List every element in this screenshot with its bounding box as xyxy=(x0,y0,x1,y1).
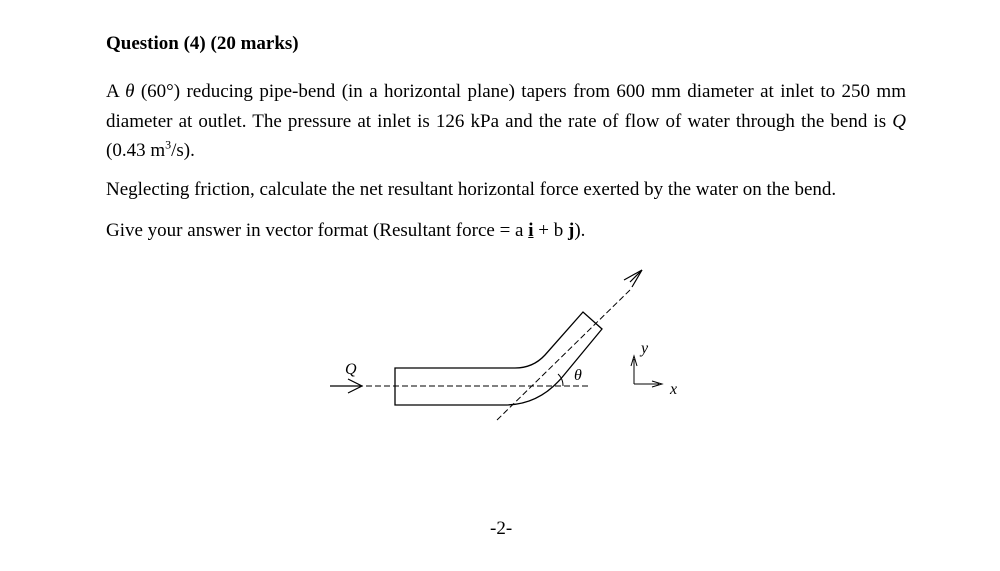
y-axis-label: y xyxy=(641,340,649,357)
flow-value: (0.43 m xyxy=(106,140,166,161)
unit-vector-i: i xyxy=(528,220,534,241)
answer-plus-b: + b xyxy=(533,220,568,241)
x-axis-label: x xyxy=(670,381,678,398)
flow-exponent: 3 xyxy=(165,137,172,152)
angle-label: θ xyxy=(574,367,582,384)
answer-suffix: ). xyxy=(574,220,586,241)
answer-prefix: Give your answer in vector format (Resultant force = a xyxy=(106,220,529,241)
flow-symbol: Q xyxy=(892,110,906,132)
pipe-outline xyxy=(395,312,602,405)
text-a: A xyxy=(106,81,126,102)
inclined-centerline xyxy=(497,290,630,420)
flow-label: Q xyxy=(345,361,357,378)
flow-unit: /s). xyxy=(171,140,195,161)
theta-symbol: θ xyxy=(125,81,135,102)
unit-vector-j: j xyxy=(567,220,575,241)
question-title: Question (4) (20 marks) xyxy=(106,33,299,54)
page-number: -2- xyxy=(490,518,513,539)
text-angle-description: (60°) reducing pipe-bend (in a horizontal plane) tapers from 600 mm diameter at inlet to 250 mm diameter at outlet. The pressure at inlet is 126 kPa and the rate of flow of water through the bend is xyxy=(106,81,906,132)
instruction-text: Neglecting friction, calculate the net resultant horizontal force exerted by the water on the bend. xyxy=(106,179,837,200)
